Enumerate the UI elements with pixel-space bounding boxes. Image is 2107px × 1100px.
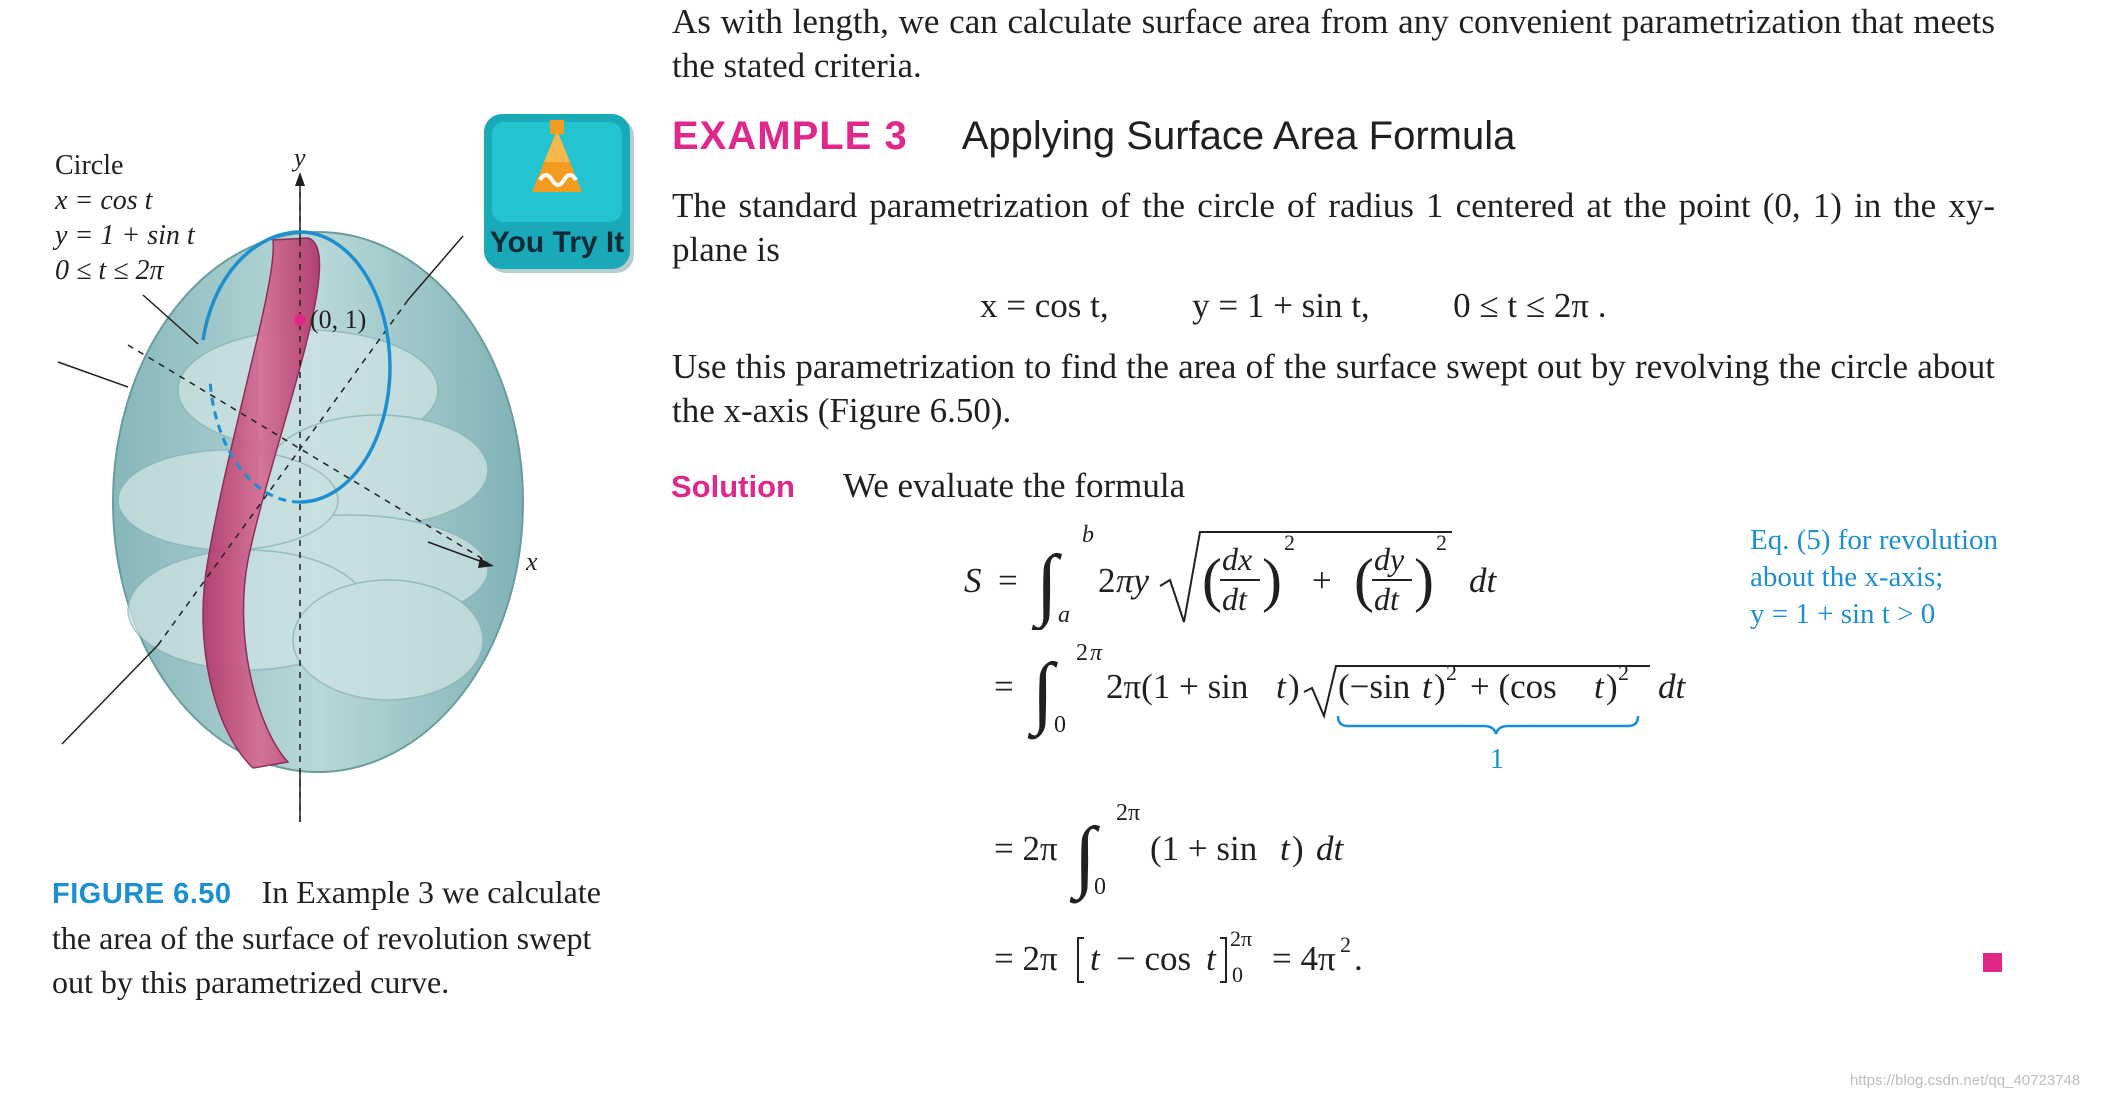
side-note-line-3: y = 1 + sin t > 0 (1750, 598, 1936, 630)
example-header (672, 112, 1515, 159)
example-paragraph-2 (672, 345, 1995, 433)
svg-text:0: 0 (1094, 874, 1106, 900)
svg-text:): ) (1606, 667, 1618, 706)
svg-text:dt: dt (1469, 561, 1497, 600)
side-note (1750, 522, 1998, 633)
svg-text:t: t (1422, 667, 1432, 706)
svg-text:π: π (1090, 640, 1103, 666)
svg-text:=: = (998, 561, 1018, 600)
svg-text:(: ( (1354, 547, 1374, 613)
svg-text:dt: dt (1374, 581, 1399, 617)
equation-2-svg (994, 640, 1714, 780)
svg-text:+ (cos: + (cos (1470, 667, 1557, 706)
figure-caption (52, 870, 632, 1004)
equation-3-svg (994, 790, 1414, 910)
svg-text:∫: ∫ (1036, 540, 1058, 628)
svg-text:(−sin: (−sin (1338, 667, 1411, 706)
side-note-line-2: about the x-axis; (1750, 561, 1944, 593)
intro-paragraph (672, 0, 1995, 88)
svg-text:2π: 2π (1116, 800, 1141, 826)
solution-label: Solution (671, 469, 795, 504)
example-paragraph-1 (672, 184, 1995, 272)
svg-text:2: 2 (1098, 561, 1116, 600)
watermark: https://blog.csdn.net/qq_40723748 (1850, 1072, 2081, 1089)
equation-1-svg (964, 520, 1524, 630)
curve-label-line-1: Circle (55, 150, 124, 181)
equation-line-4 (994, 920, 1414, 1005)
svg-text:t: t (1280, 829, 1290, 868)
svg-text:dx: dx (1222, 541, 1253, 577)
svg-text:t: t (1206, 939, 1216, 978)
underbrace-value: 1 (1490, 744, 1504, 775)
curve-label (55, 148, 195, 288)
curve-label-line-4: 0 ≤ t ≤ 2π (55, 255, 164, 286)
svg-text:= 4π: = 4π (1272, 939, 1336, 978)
svg-text:.: . (1354, 939, 1363, 978)
paragraph-1-text: The standard parametrization of the circle of radius 1 centered at the point (0, 1) in the xy-plane is (672, 186, 1995, 269)
equation-line-3 (994, 790, 1414, 915)
svg-text:2: 2 (1284, 530, 1295, 555)
svg-text:= 2π: = 2π (994, 829, 1058, 868)
figure-caption-text: In Example 3 we calculate the area of the surface of revolution swept out by this parametrized curve. (52, 874, 601, 1000)
equation-line-2 (994, 640, 1714, 785)
example-label: EXAMPLE 3 (672, 114, 908, 158)
svg-text:): ) (1262, 547, 1282, 613)
end-of-proof-square (1983, 953, 2002, 972)
svg-text:0: 0 (1054, 712, 1066, 738)
solution-text: We evaluate the formula (842, 466, 1186, 505)
example-title: Applying Surface Area Formula (961, 114, 1516, 158)
svg-text:dt: dt (1316, 829, 1344, 868)
paragraph-2-text: Use this parametrization to find the area of the surface swept out by revolving the circle about the x-axis (Figure 6.50). (672, 347, 1995, 430)
svg-text:S: S (964, 561, 982, 600)
svg-text:(1 + sin: (1 + sin (1150, 829, 1258, 868)
svg-text:dt: dt (1658, 667, 1686, 706)
underbrace (1338, 716, 1638, 734)
param-range: 0 ≤ t ≤ 2π . (1453, 286, 1607, 325)
side-note-line-1: Eq. (5) for revolution (1750, 524, 1999, 556)
svg-text:+: + (1312, 561, 1332, 600)
svg-text:(: ( (1202, 547, 1222, 613)
svg-text:πy: πy (1116, 561, 1150, 600)
svg-text:∫: ∫ (1074, 812, 1096, 900)
parametrization (980, 286, 1607, 326)
svg-text:a: a (1058, 602, 1070, 628)
svg-text:− cos: − cos (1116, 939, 1192, 978)
equation-line-1 (964, 520, 1524, 630)
curve-label-line-2: x = cos t (55, 185, 153, 216)
point-label: (0, 1) (310, 305, 367, 334)
you-try-it-label: You Try It (489, 226, 625, 259)
svg-text:t: t (1594, 667, 1604, 706)
svg-text:): ) (1292, 829, 1304, 868)
x-axis-label: x (526, 547, 538, 576)
svg-text:= 2π: = 2π (994, 939, 1058, 978)
svg-text:2: 2 (1618, 660, 1629, 685)
equation-4-svg (994, 920, 1414, 1000)
point-0-1-marker (294, 314, 306, 326)
svg-text:=: = (994, 667, 1014, 706)
svg-text:∫: ∫ (1032, 648, 1054, 736)
svg-text:dt: dt (1222, 581, 1247, 617)
svg-text:): ) (1434, 667, 1446, 706)
svg-text:): ) (1288, 667, 1300, 706)
svg-text:dy: dy (1374, 541, 1405, 577)
svg-text:t: t (1090, 939, 1100, 978)
svg-text:2: 2 (1076, 640, 1088, 666)
intro-text: As with length, we can calculate surface area from any convenient parametrization that meets the stated criteria. (672, 2, 1995, 85)
svg-text:2π(1 + sin: 2π(1 + sin (1106, 667, 1249, 706)
svg-text:t: t (1276, 667, 1286, 706)
param-y: y = 1 + sin t, (1192, 286, 1370, 325)
solution-header (671, 466, 1185, 506)
figure-caption-label: FIGURE 6.50 (52, 878, 232, 910)
y-axis-label: y (294, 143, 306, 172)
curve-label-line-3: y = 1 + sin t (55, 220, 195, 251)
param-x: x = cos t, (980, 286, 1109, 325)
svg-text:2: 2 (1436, 530, 1447, 555)
svg-text:0: 0 (1232, 962, 1243, 987)
svg-text:2: 2 (1340, 932, 1351, 957)
svg-text:2π: 2π (1230, 926, 1253, 951)
svg-text:2: 2 (1446, 660, 1457, 685)
svg-text:): ) (1414, 547, 1434, 613)
svg-text:b: b (1082, 522, 1094, 548)
